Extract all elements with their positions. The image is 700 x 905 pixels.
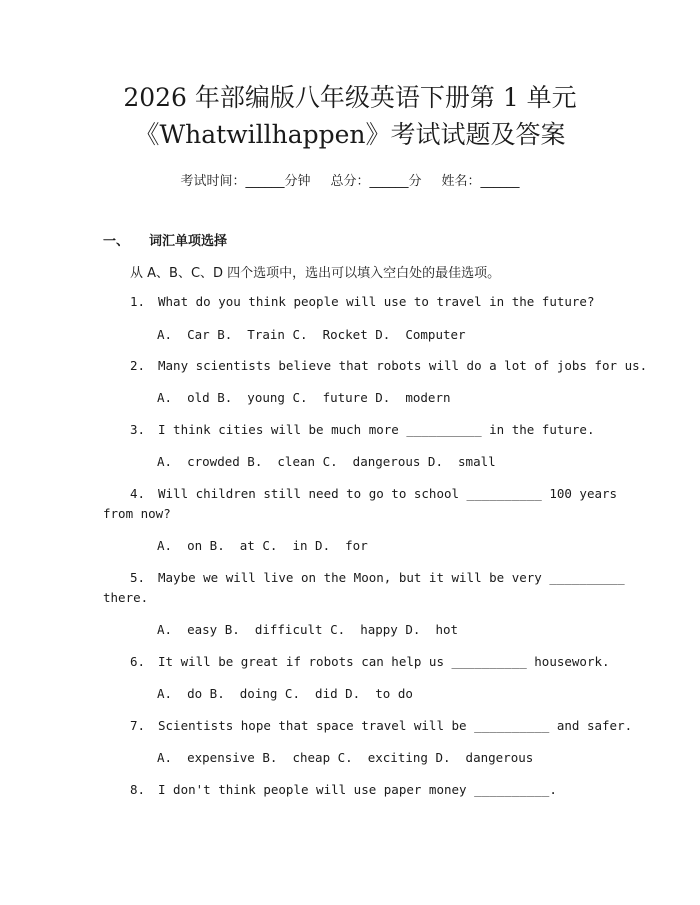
question-number: 6.	[130, 654, 146, 669]
question-6-options: A. do B. doing C. did D. to do	[157, 686, 413, 701]
question-5-options: A. easy B. difficult C. happy D. hot	[157, 622, 459, 637]
question-text: I don't think people will use paper money __________.	[158, 782, 557, 797]
question-text: Will children still need to go to school __________ 100 years	[158, 486, 618, 501]
question-number: 2.	[130, 358, 146, 373]
question-3-options: A. crowded B. clean C. dangerous D. small	[157, 454, 496, 469]
question-6	[130, 652, 610, 672]
question-text: I think cities will be much more __________ in the future.	[158, 422, 595, 437]
question-4-options: A. on B. at C. in D. for	[157, 538, 368, 553]
exam-time: 考试时间：______分钟	[180, 174, 311, 189]
question-text: Maybe we will live on the Moon, but it will be very __________	[158, 570, 625, 585]
question-4-continuation: from now?	[103, 506, 171, 521]
instruction: 从 A、B、C、D 四个选项中，选出可以填入空白处的最佳选项。	[130, 266, 501, 281]
section-number: 一、	[103, 234, 130, 249]
question-text: Scientists hope that space travel will be __________ and safer.	[158, 718, 633, 733]
question-number: 4.	[130, 486, 146, 501]
question-7	[130, 716, 632, 736]
question-2-options: A. old B. young C. future D. modern	[157, 390, 451, 405]
student-name: 姓名：______	[441, 174, 520, 189]
question-4	[130, 484, 617, 504]
question-5-continuation: there.	[103, 590, 149, 605]
question-1-options: A. Car B. Train C. Rocket D. Computer	[157, 327, 466, 342]
question-number: 1.	[130, 294, 146, 309]
section-title: 词汇单项选择	[149, 234, 228, 249]
exam-meta	[0, 170, 700, 189]
question-2	[130, 356, 647, 376]
exam-total-score: 总分：______分	[330, 174, 422, 189]
question-3	[130, 420, 595, 440]
question-5	[130, 568, 625, 588]
question-7-options: A. expensive B. cheap C. exciting D. dangerous	[157, 750, 534, 765]
question-number: 7.	[130, 718, 146, 733]
question-1	[130, 292, 595, 312]
document-title-line-2: 《Whatwillhappen》考试试题及答案	[134, 120, 566, 149]
question-8	[130, 780, 557, 800]
question-text: Many scientists believe that robots will do a lot of jobs for us.	[158, 358, 648, 373]
question-number: 8.	[130, 782, 146, 797]
question-number: 3.	[130, 422, 146, 437]
question-text: What do you think people will use to travel in the future?	[158, 294, 595, 309]
section-heading	[103, 230, 227, 249]
question-number: 5.	[130, 570, 146, 585]
document-title-line-1: 2026 年部编版八年级英语下册第 1 单元	[123, 83, 577, 112]
question-text: It will be great if robots can help us __________ housework.	[158, 654, 610, 669]
